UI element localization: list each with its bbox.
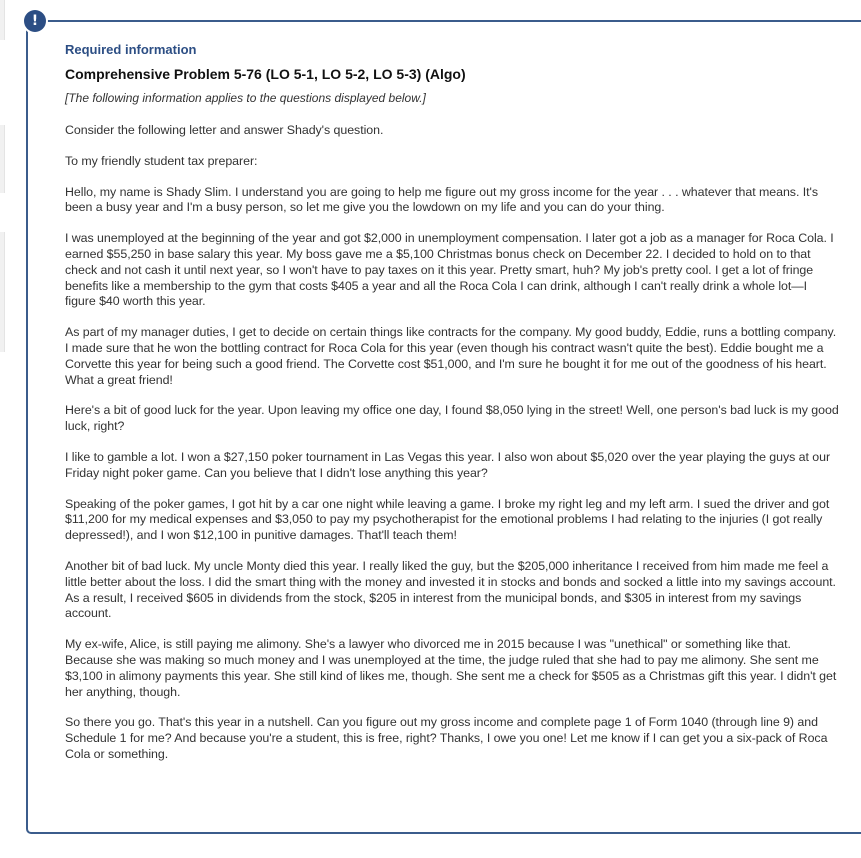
letter-paragraph: Another bit of bad luck. My uncle Monty died this year. I really liked the guy, but the $205,000 inheritance I received from him made me feel a little better about the loss. I did the smart thing with the money and invested it in stocks and bonds and socked a little into my savings account. As a result, I received $605 in dividends from the stock, $205 in interest from the municipal bonds, and $305 in interest from my savings account. (65, 558, 836, 621)
letter-paragraph: Hello, my name is Shady Slim. I understand you are going to help me figure out my gross income for the year . . . whatever that means. It's been a busy year and I'm a busy person, so let me give you the lowdown on my life and you can do your thing. (65, 184, 818, 215)
required-information-label: Required information (65, 42, 197, 57)
letter-paragraph: I like to gamble a lot. I won a $27,150 poker tournament in Las Vegas this year. I also won about $5,020 over the year playing the guys at our Friday night poker game. Can you believe that I didn't lose anything this year? (65, 449, 831, 480)
left-panel-edge (0, 232, 5, 352)
info-note: [The following information applies to the questions displayed below.] (65, 91, 426, 105)
letter-paragraph: Speaking of the poker games, I got hit by a car one night while leaving a game. I broke my right leg and my left arm. I sued the driver and got $11,200 for my medical expenses and $3,050 to pay my psychotherapist for the emotional problems I had relating to the injuries (I got really depressed!), and I won $12,100 in punitive damages. That'll teach them! (65, 496, 830, 543)
left-panel-edge (0, 125, 5, 193)
letter-paragraph: I was unemployed at the beginning of the year and got $2,000 in unemployment compensation. I later got a job as a manager for Roca Cola. I earned $55,250 in base salary this year. My boss gave me a $5,100 Christmas bonus check on December 22. I decided to hold on to that check and not cash it until next year, so I won't have to pay taxes on it this year. Pretty smart, huh? My job's pretty cool. I get a lot of fringe benefits like a membership to the gym that costs $405 a year and all the Roca Cola I can drink, although I can't really drink a whole lot—I figure $40 worth this year. (65, 231, 834, 309)
problem-content (65, 41, 840, 763)
letter-paragraph: My ex-wife, Alice, is still paying me alimony. She's a lawyer who divorced me in 2015 because I was "unethical" or something like that. Because she was making so much money and I was unemployed at the time, the judge ruled that she had to pay me alimony. She sent me $3,100 in alimony payments this year. She still kind of likes me, though. She sent me a check for $505 as a Christmas gift this year. I didn't get her anything, though. (65, 637, 837, 699)
letter-paragraph: Consider the following letter and answer Shady's question. (65, 123, 384, 137)
letter-paragraph: To my friendly student tax preparer: (65, 153, 258, 168)
letter-paragraph: As part of my manager duties, I get to decide on certain things like contracts for the company. My good buddy, Eddie, runs a bottling company. I made sure that he won the bottling contract for Roca Cola for this year (even though his contract wasn't quite the best). Eddie bought me a Corvette this year for being such a good friend. The Corvette cost $51,000, and I'm sure he bought it for me out of the goodness of his heart. What a great friend! (65, 325, 837, 387)
problem-title: Comprehensive Problem 5-76 (LO 5-1, LO 5-2, LO 5-3) (Algo) (65, 66, 466, 82)
left-panel-edge (0, 0, 5, 40)
letter-paragraph: So there you go. That's this year in a nutshell. Can you figure out my gross income and complete page 1 of Form 1040 (through line 9) and Schedule 1 for me? And because you're a student, this is free, right? Thanks, I owe you one! Let me know if I can get you a six-pack of Roca Cola or something. (65, 715, 828, 761)
alert-icon: ! (24, 10, 46, 32)
letter-paragraph: Here's a bit of good luck for the year. Upon leaving my office one day, I found $8,050 lying in the street! Well, one person's bad luck is my good luck, right? (65, 403, 839, 434)
